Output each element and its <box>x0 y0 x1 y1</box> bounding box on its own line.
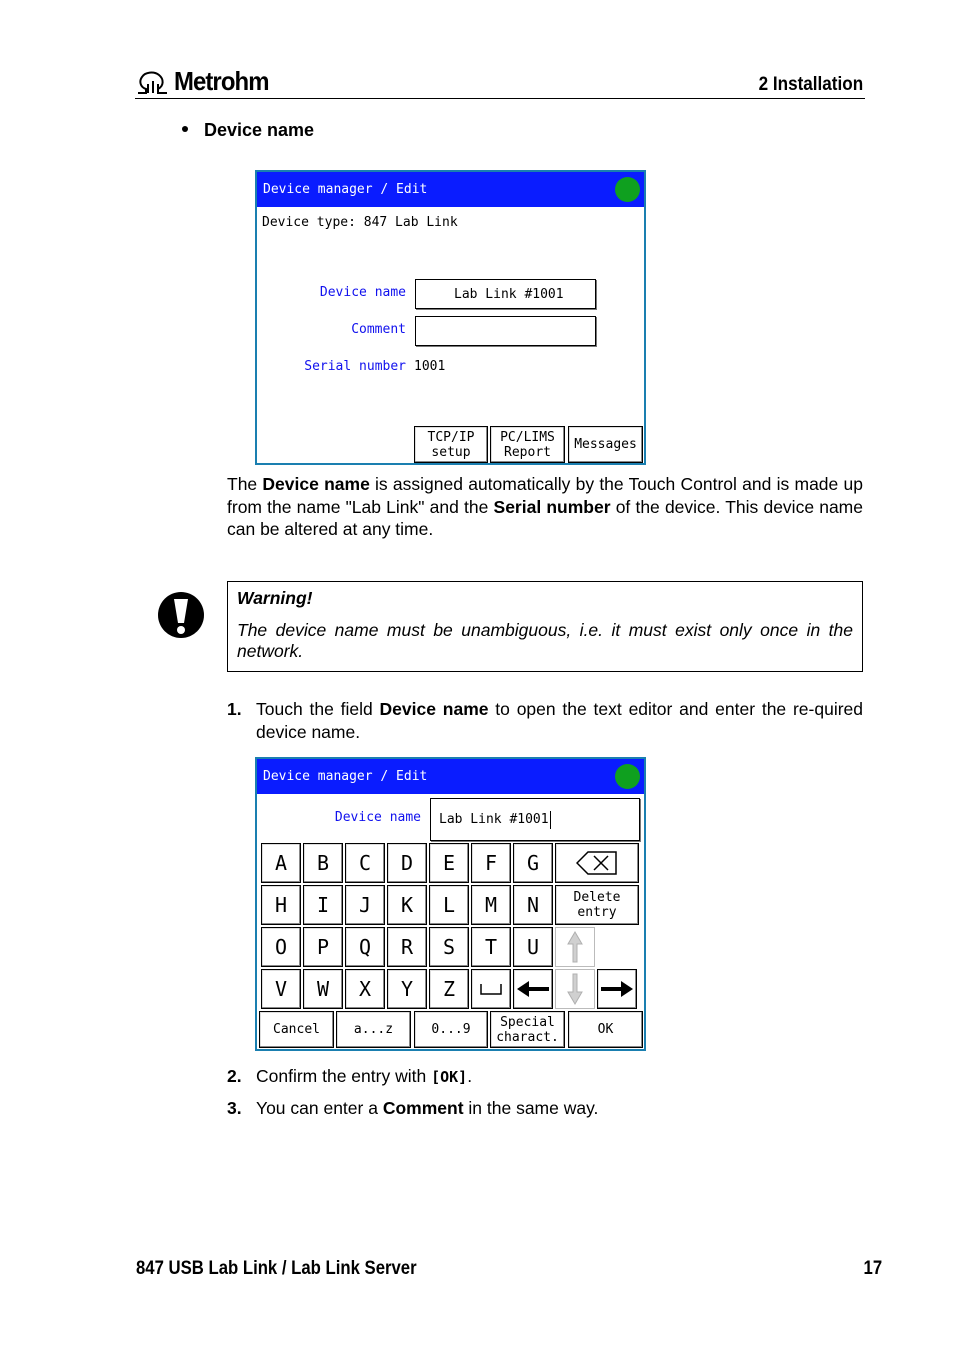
serial-number-label: Serial number <box>304 359 406 374</box>
warning-title: Warning! <box>237 588 313 608</box>
status-led-icon <box>615 764 640 789</box>
tcpip-setup-button[interactable] <box>414 426 488 463</box>
screen-titlebar <box>257 172 644 207</box>
device-name-label: Device name <box>334 810 421 825</box>
space-key[interactable] <box>471 969 511 1009</box>
key-w[interactable]: W <box>303 969 343 1009</box>
key-p[interactable]: P <box>303 927 343 967</box>
text-cursor <box>550 811 551 829</box>
warning-box <box>227 581 863 672</box>
key-l[interactable]: L <box>429 885 469 925</box>
step-1 <box>227 698 863 744</box>
arrow-down-icon <box>565 972 585 1006</box>
delete-entry-label-2: entry <box>577 905 617 920</box>
comment-field[interactable] <box>415 316 596 346</box>
step-1-number: 1. <box>227 699 242 719</box>
key-q[interactable]: Q <box>345 927 385 967</box>
device-manager-edit-screen <box>255 170 646 465</box>
digits-label: 0...9 <box>431 1022 471 1037</box>
step-2-text-2: . <box>467 1066 473 1086</box>
digits-button[interactable] <box>414 1011 488 1048</box>
section-bullet-label: Device name <box>204 120 315 140</box>
step-3-text <box>256 1097 863 1120</box>
delete-entry-key[interactable] <box>555 885 639 925</box>
bullet-dot <box>182 126 188 132</box>
device-name-label: Device name <box>319 285 406 300</box>
cursor-right-key[interactable] <box>597 969 637 1009</box>
brand-name: Metrohm <box>174 66 269 96</box>
key-e[interactable]: E <box>429 843 469 883</box>
key-h[interactable]: H <box>261 885 301 925</box>
serial-number-value: 1001 <box>414 359 446 374</box>
tcpip-label-1: TCP/IP <box>427 429 475 445</box>
special-characters-button[interactable] <box>490 1011 565 1048</box>
key-g[interactable]: G <box>513 843 553 883</box>
chapter-title: 2 Installation <box>758 74 863 95</box>
step-1-text-1: Touch the field <box>256 699 380 719</box>
key-s[interactable]: S <box>429 927 469 967</box>
lowercase-button[interactable] <box>336 1011 411 1048</box>
para1-bold-device-name: Device name <box>262 474 370 494</box>
text-editor-screen <box>255 757 646 1051</box>
arrow-right-icon <box>600 979 634 999</box>
key-v[interactable]: V <box>261 969 301 1009</box>
exclamation-warning-icon <box>157 591 205 639</box>
para1-text-1: The <box>227 474 263 494</box>
tcpip-label-2: setup <box>431 444 471 460</box>
step-2 <box>227 1065 863 1089</box>
key-m[interactable]: M <box>471 885 511 925</box>
key-n[interactable]: N <box>513 885 553 925</box>
key-f[interactable]: F <box>471 843 511 883</box>
key-b[interactable]: B <box>303 843 343 883</box>
key-j[interactable]: J <box>345 885 385 925</box>
page-number: 17 <box>863 1258 882 1279</box>
device-name-input-value: Lab Link #1001 <box>439 812 549 827</box>
step-1-text-2: to open the text editor and enter the re-quired device name. <box>256 699 864 742</box>
backspace-key[interactable] <box>555 843 639 883</box>
step-3 <box>227 1097 863 1121</box>
step-1-text <box>256 698 863 744</box>
cursor-up-key[interactable] <box>555 927 595 967</box>
header-divider <box>135 98 865 99</box>
delete-entry-label-1: Delete <box>573 890 621 905</box>
messages-button[interactable] <box>568 426 643 463</box>
omega-logo-icon <box>136 69 170 95</box>
cursor-down-key[interactable] <box>555 969 595 1009</box>
screen-title: Device manager / Edit <box>263 182 428 197</box>
key-i[interactable]: I <box>303 885 343 925</box>
status-led-icon <box>615 177 640 202</box>
key-r[interactable]: R <box>387 927 427 967</box>
lowercase-label: a...z <box>353 1022 394 1037</box>
step-3-text-2: in the same way. <box>463 1098 599 1118</box>
step-3-number: 3. <box>227 1098 242 1118</box>
section-bullet <box>182 120 314 141</box>
key-z[interactable]: Z <box>429 969 469 1009</box>
key-d[interactable]: D <box>387 843 427 883</box>
key-x[interactable]: X <box>345 969 385 1009</box>
key-k[interactable]: K <box>387 885 427 925</box>
device-name-value: Lab Link #1001 <box>454 286 564 302</box>
screen-titlebar <box>257 759 644 794</box>
messages-label: Messages <box>574 437 637 452</box>
special-label-2: charact. <box>496 1029 559 1045</box>
device-type: Device type: 847 Lab Link <box>262 215 458 230</box>
metrohm-logo <box>136 66 277 97</box>
para1-text-2: is assigned automatically by the Touch Control and is made up from the name "Lab Link" and the <box>227 474 863 517</box>
cancel-label: Cancel <box>273 1022 320 1037</box>
key-t[interactable]: T <box>471 927 511 967</box>
key-a[interactable]: A <box>261 843 301 883</box>
footer-title: 847 USB Lab Link / Lab Link Server <box>136 1258 417 1279</box>
step-3-bold: Comment <box>382 1098 464 1118</box>
step-1-bold: Device name <box>379 699 489 719</box>
device-name-description <box>227 473 863 541</box>
space-icon <box>479 982 503 996</box>
screen-title: Device manager / Edit <box>263 769 428 784</box>
special-label-1: Special <box>500 1014 555 1030</box>
key-y[interactable]: Y <box>387 969 427 1009</box>
device-name-input[interactable] <box>430 798 640 841</box>
key-o[interactable]: O <box>261 927 301 967</box>
device-name-field[interactable] <box>415 279 596 309</box>
pclims-label-2: Report <box>504 444 551 460</box>
arrow-up-icon <box>565 930 585 964</box>
warning-text: The device name must be unambiguous, i.e. it must exist only once in the network. <box>237 620 853 661</box>
step-3-text-1: You can enter a <box>256 1098 383 1118</box>
cursor-left-key[interactable] <box>513 969 553 1009</box>
step-2-text <box>256 1065 863 1089</box>
cancel-button[interactable] <box>259 1011 334 1048</box>
ok-key-reference: [OK] <box>431 1068 468 1086</box>
key-c[interactable]: C <box>345 843 385 883</box>
comment-label: Comment <box>351 322 406 337</box>
backspace-icon <box>576 850 618 876</box>
ok-button[interactable] <box>568 1011 643 1048</box>
para1-bold-serial-number: Serial number <box>493 496 611 517</box>
pclims-report-button[interactable] <box>490 426 565 463</box>
para1-text-3: of the device. This device name can be altered at any time. <box>227 496 863 539</box>
arrow-left-icon <box>516 979 550 999</box>
key-u[interactable]: U <box>513 927 553 967</box>
step-2-text-1: Confirm the entry with <box>256 1066 432 1086</box>
ok-label: OK <box>597 1022 614 1037</box>
step-2-number: 2. <box>227 1066 242 1086</box>
pclims-label-1: PC/LIMS <box>500 429 555 445</box>
